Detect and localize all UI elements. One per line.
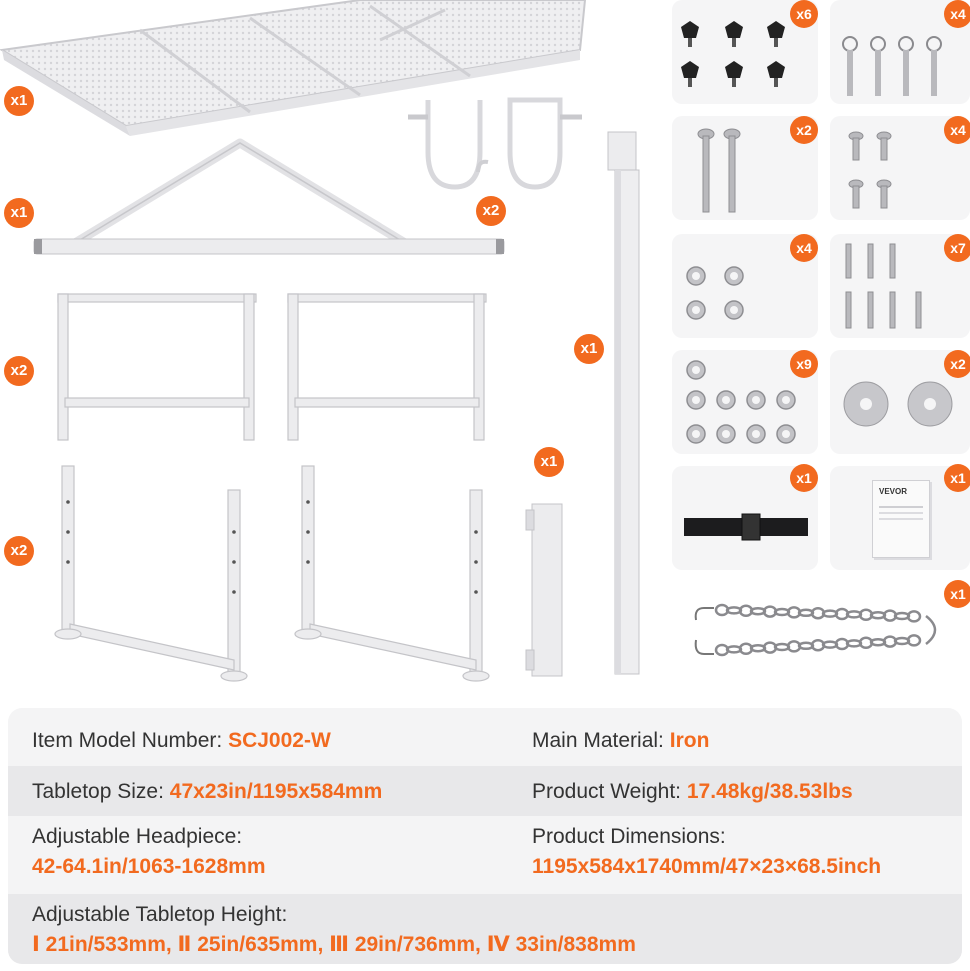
specs-panel <box>8 708 962 964</box>
legs-part <box>52 462 502 684</box>
tabletop-qty-badge: x1 <box>4 86 34 116</box>
material-value: Iron <box>669 729 710 752</box>
headpiece-label: Adjustable Headpiece: <box>32 825 243 848</box>
frame-part <box>55 292 495 444</box>
headpiece-spec <box>32 824 266 880</box>
height-value: Ⅰ 21in/533mm, Ⅱ 25in/635mm, Ⅲ 29in/736mm, Ⅳ 33in/838mm <box>32 933 636 956</box>
nuts-qty-badge: x4 <box>790 234 818 262</box>
weight-spec <box>532 779 853 805</box>
dimensions-label: Product Dimensions: <box>532 825 726 848</box>
headpiece-value: 42-64.1in/1063-1628mm <box>32 855 266 878</box>
height-spec <box>32 902 636 958</box>
dimensions-value: 1195x584x1740mm/47×23×68.5inch <box>532 855 882 878</box>
manual-part <box>872 480 930 558</box>
dimensions-spec <box>532 824 881 880</box>
knobs-qty-badge: x6 <box>790 0 818 28</box>
material-spec <box>532 728 709 754</box>
pins-qty-badge: x4 <box>944 0 970 28</box>
bracket-part <box>522 500 572 680</box>
hooks-part <box>400 92 590 197</box>
manual-brand-label: VEVOR <box>879 487 908 496</box>
material-label: Main Material: <box>532 729 664 752</box>
pole-qty-badge: x1 <box>574 334 604 364</box>
frame-qty-badge: x2 <box>4 356 34 386</box>
tabletop-label: Tabletop Size: <box>32 780 164 803</box>
model-label: Item Model Number: <box>32 729 223 752</box>
tabletop-spec <box>32 779 382 805</box>
short-bolts-qty-badge: x4 <box>944 116 970 144</box>
long-bolts-qty-badge: x2 <box>790 116 818 144</box>
disks-qty-badge: x2 <box>944 350 970 378</box>
model-spec <box>32 728 331 754</box>
strap-qty-badge: x1 <box>790 464 818 492</box>
model-value: SCJ002-W <box>228 729 331 752</box>
washers-qty-badge: x9 <box>790 350 818 378</box>
legs-qty-badge: x2 <box>4 536 34 566</box>
manual-qty-badge: x1 <box>944 464 970 492</box>
pole-part <box>604 128 654 678</box>
weight-value: 17.48kg/38.53lbs <box>686 780 853 803</box>
bracket-qty-badge: x1 <box>534 447 564 477</box>
weight-label: Product Weight: <box>532 780 682 803</box>
screws-qty-badge: x7 <box>944 234 970 262</box>
height-label: Adjustable Tabletop Height: <box>32 903 288 926</box>
tabletop-value: 47x23in/1195x584mm <box>169 780 383 803</box>
chain-part <box>688 598 948 664</box>
hooks-qty-badge: x2 <box>476 196 506 226</box>
chain-qty-badge: x1 <box>944 580 970 608</box>
headpiece-qty-badge: x1 <box>4 198 34 228</box>
